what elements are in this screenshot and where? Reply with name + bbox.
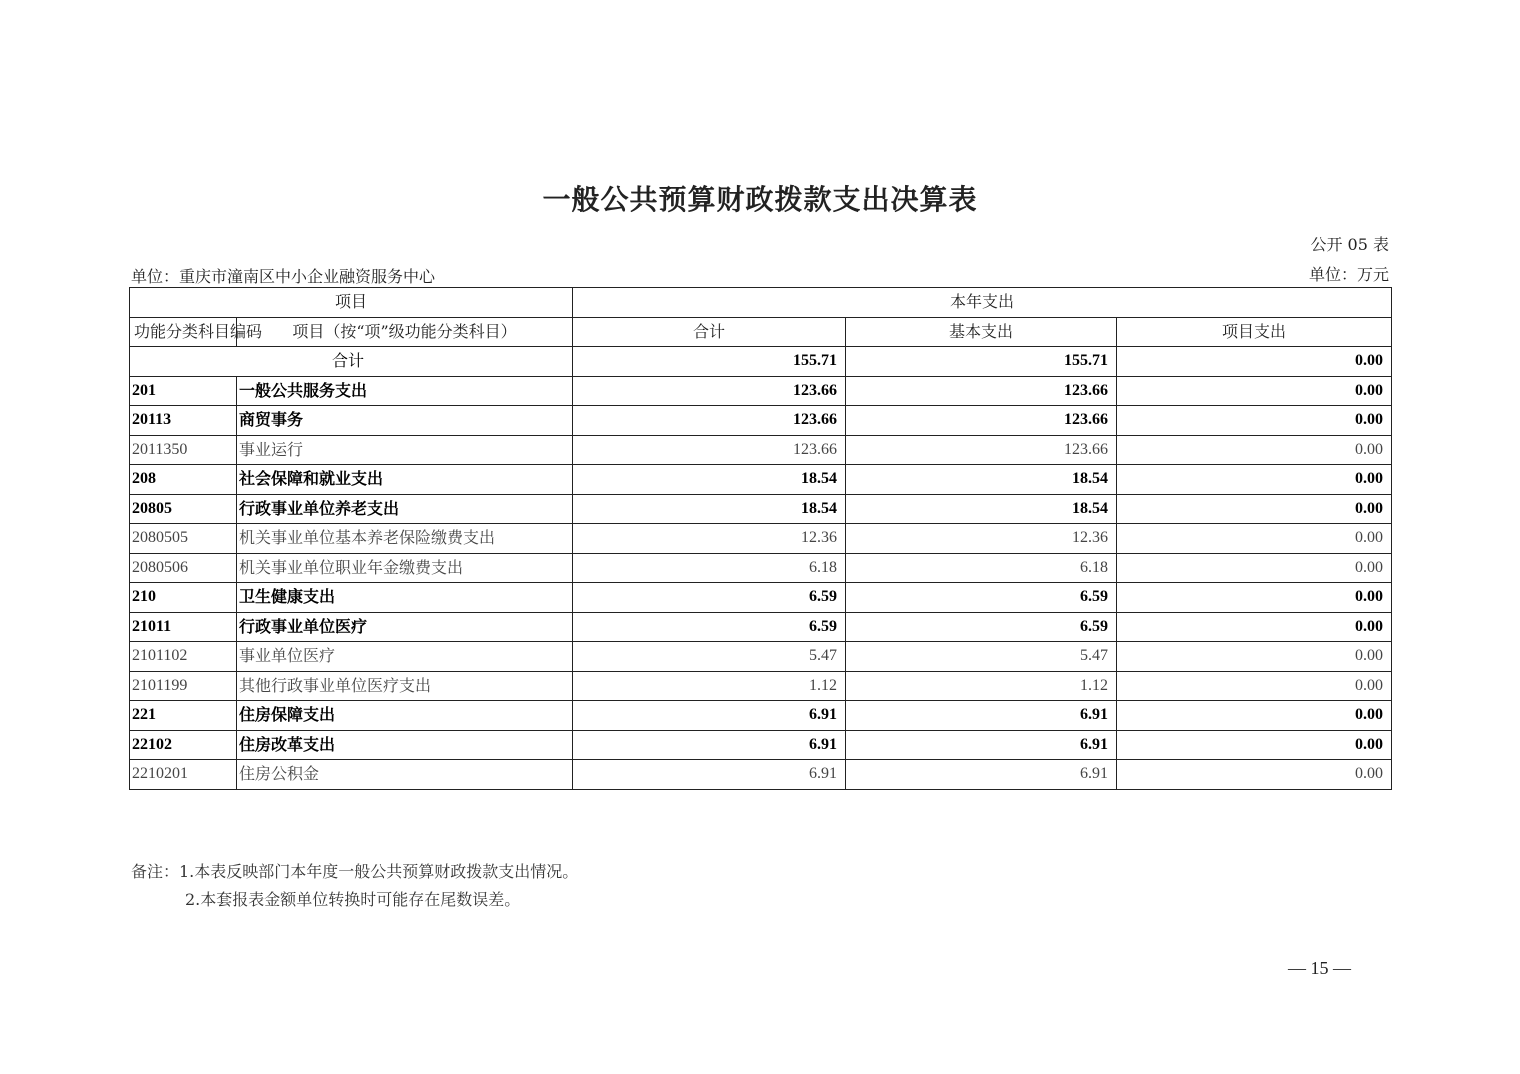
row-project-value: 0.00 [1117, 671, 1392, 701]
row-basic-value: 6.91 [846, 701, 1117, 731]
header-name-column: 项目（按“项”级功能分类科目） [237, 317, 573, 347]
note-line-1: 备注：1.本表反映部门本年度一般公共预算财政拨款支出情况。 [131, 862, 579, 881]
row-name: 住房公积金 [237, 760, 573, 790]
header-total-column: 合计 [573, 317, 846, 347]
note-line-2: 2.本套报表金额单位转换时可能存在尾数误差。 [185, 890, 521, 909]
row-total-value: 6.91 [573, 701, 846, 731]
row-basic-value: 12.36 [846, 524, 1117, 554]
row-name: 机关事业单位职业年金缴费支出 [237, 553, 573, 583]
row-code: 2080506 [130, 553, 237, 583]
row-project-value: 0.00 [1117, 583, 1392, 613]
header-project-column: 项目支出 [1117, 317, 1392, 347]
row-total-value: 1.12 [573, 671, 846, 701]
header-expense-group: 本年支出 [573, 288, 1392, 318]
header-basic-column: 基本支出 [846, 317, 1117, 347]
row-project-value: 0.00 [1117, 406, 1392, 436]
table-row [130, 406, 1392, 436]
row-code: 221 [130, 701, 237, 731]
row-basic-value: 5.47 [846, 642, 1117, 672]
table-row [130, 701, 1392, 731]
header-code-column: 功能分类科目编码 [130, 317, 237, 347]
row-basic-value: 6.18 [846, 553, 1117, 583]
row-code: 210 [130, 583, 237, 613]
table-row [130, 671, 1392, 701]
row-project-value: 0.00 [1117, 553, 1392, 583]
page-number: — 15 — [1288, 958, 1351, 978]
row-project-value: 0.00 [1117, 376, 1392, 406]
row-total-value: 6.91 [573, 730, 846, 760]
row-project-value: 0.00 [1117, 701, 1392, 731]
table-row [130, 583, 1392, 613]
row-name: 商贸事务 [237, 406, 573, 436]
table-row [130, 524, 1392, 554]
row-total-value: 6.59 [573, 612, 846, 642]
row-code: 2101199 [130, 671, 237, 701]
total-project-value: 0.00 [1117, 347, 1392, 377]
unit-organization: 单位：重庆市潼南区中小企业融资服务中心 [131, 267, 436, 286]
row-basic-value: 123.66 [846, 435, 1117, 465]
row-code: 20113 [130, 406, 237, 436]
row-name: 行政事业单位医疗 [237, 612, 573, 642]
row-name: 住房保障支出 [237, 701, 573, 731]
row-project-value: 0.00 [1117, 642, 1392, 672]
header-row-group [130, 288, 1392, 318]
row-basic-value: 1.12 [846, 671, 1117, 701]
table-row [130, 376, 1392, 406]
row-basic-value: 123.66 [846, 406, 1117, 436]
row-name: 住房改革支出 [237, 730, 573, 760]
row-project-value: 0.00 [1117, 524, 1392, 554]
row-name: 行政事业单位养老支出 [237, 494, 573, 524]
table-row [130, 553, 1392, 583]
table-row [130, 494, 1392, 524]
table-row [130, 435, 1392, 465]
row-project-value: 0.00 [1117, 465, 1392, 495]
row-basic-value: 6.91 [846, 730, 1117, 760]
row-code: 208 [130, 465, 237, 495]
row-name: 机关事业单位基本养老保险缴费支出 [237, 524, 573, 554]
table-row [130, 760, 1392, 790]
row-total-value: 6.59 [573, 583, 846, 613]
total-row [130, 347, 1392, 377]
row-code: 20805 [130, 494, 237, 524]
expenditure-table [129, 287, 1392, 790]
header-item-group: 项目 [130, 288, 573, 318]
row-basic-value: 123.66 [846, 376, 1117, 406]
table-row [130, 730, 1392, 760]
row-total-value: 123.66 [573, 376, 846, 406]
total-basic-value: 155.71 [846, 347, 1117, 377]
row-total-value: 6.91 [573, 760, 846, 790]
total-label: 合计 [130, 347, 573, 377]
row-basic-value: 18.54 [846, 465, 1117, 495]
unit-currency: 单位：万元 [1308, 265, 1389, 284]
row-total-value: 123.66 [573, 406, 846, 436]
row-total-value: 123.66 [573, 435, 846, 465]
row-basic-value: 18.54 [846, 494, 1117, 524]
form-number: 公开 05 表 [1310, 235, 1389, 254]
row-name: 卫生健康支出 [237, 583, 573, 613]
row-project-value: 0.00 [1117, 612, 1392, 642]
row-code: 201 [130, 376, 237, 406]
row-name: 事业单位医疗 [237, 642, 573, 672]
row-name: 社会保障和就业支出 [237, 465, 573, 495]
table-row [130, 465, 1392, 495]
row-basic-value: 6.91 [846, 760, 1117, 790]
row-total-value: 18.54 [573, 465, 846, 495]
page-title: 一般公共预算财政拨款支出决算表 [542, 183, 978, 216]
row-code: 22102 [130, 730, 237, 760]
row-project-value: 0.00 [1117, 730, 1392, 760]
row-project-value: 0.00 [1117, 494, 1392, 524]
row-code: 2210201 [130, 760, 237, 790]
table-row [130, 612, 1392, 642]
notes [131, 858, 578, 914]
row-name: 一般公共服务支出 [237, 376, 573, 406]
row-project-value: 0.00 [1117, 760, 1392, 790]
row-basic-value: 6.59 [846, 583, 1117, 613]
row-code: 2011350 [130, 435, 237, 465]
row-total-value: 5.47 [573, 642, 846, 672]
row-code: 2101102 [130, 642, 237, 672]
row-total-value: 6.18 [573, 553, 846, 583]
table-row [130, 642, 1392, 672]
row-total-value: 12.36 [573, 524, 846, 554]
row-code: 2080505 [130, 524, 237, 554]
row-project-value: 0.00 [1117, 435, 1392, 465]
total-total-value: 155.71 [573, 347, 846, 377]
row-code: 21011 [130, 612, 237, 642]
row-basic-value: 6.59 [846, 612, 1117, 642]
row-total-value: 18.54 [573, 494, 846, 524]
row-name: 事业运行 [237, 435, 573, 465]
row-name: 其他行政事业单位医疗支出 [237, 671, 573, 701]
header-row-columns [130, 317, 1392, 347]
